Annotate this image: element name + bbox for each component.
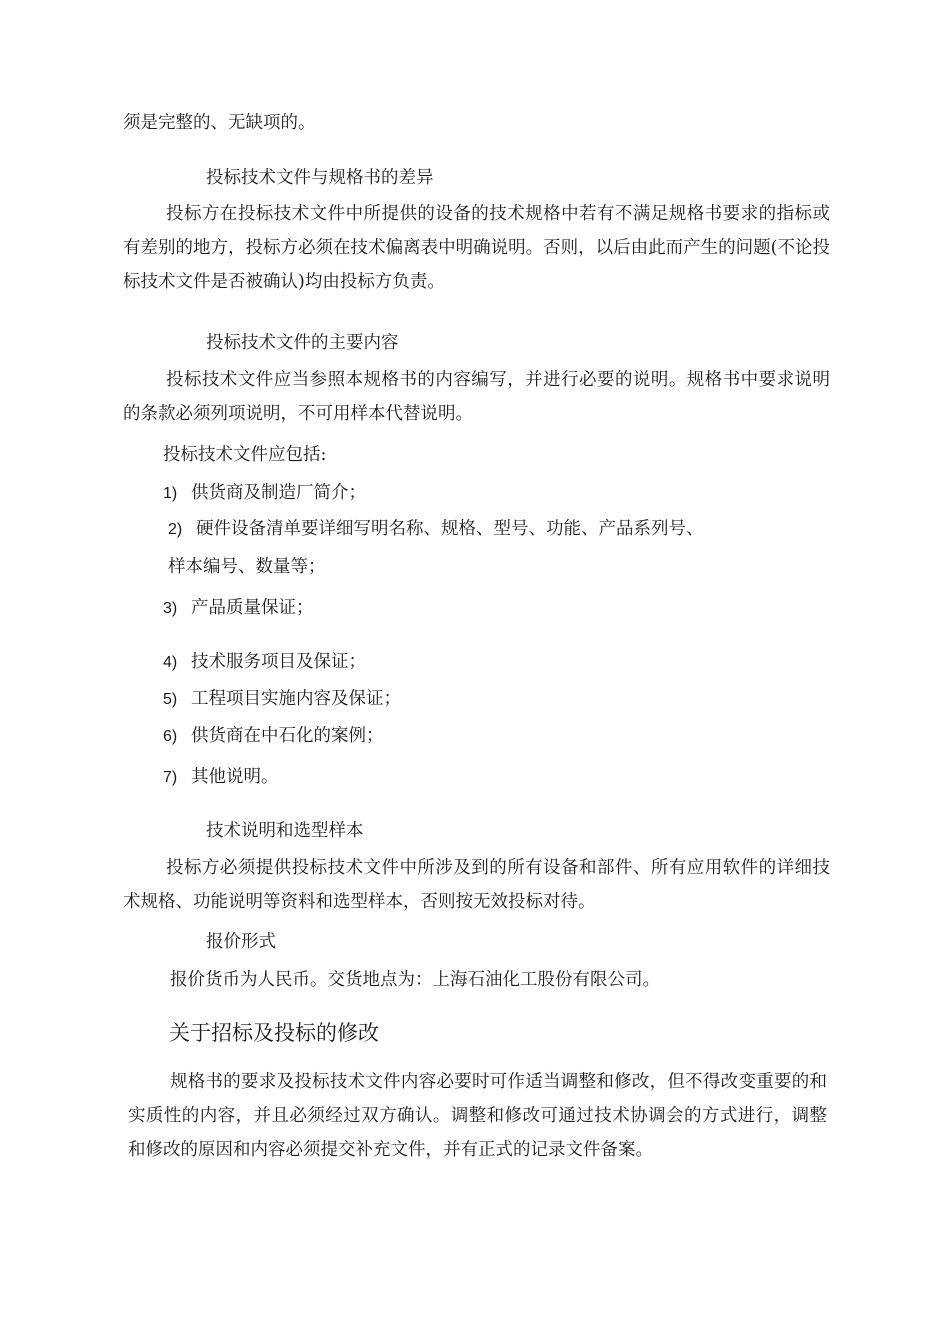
- heading-content: 投标技术文件的主要内容: [206, 333, 399, 353]
- list-item-text: 工程项目实施内容及保证；: [191, 689, 401, 709]
- list-item-text: 其他说明。: [191, 767, 279, 787]
- list-intro: 投标技术文件应包括:: [163, 445, 327, 465]
- list-item-number: 2): [168, 521, 183, 538]
- heading-modify: 关于招标及投标的修改: [169, 1021, 379, 1045]
- list-item: [163, 687, 401, 712]
- list-item-text: 产品质量保证；: [191, 598, 314, 618]
- list-item: [163, 765, 279, 790]
- heading-difference: 投标技术文件与规格书的差异: [206, 168, 434, 188]
- list-item-number: 5): [163, 691, 178, 708]
- list-item-text: 技术服务项目及保证；: [191, 652, 366, 672]
- list-item-text: 供货商及制造厂简介；: [191, 483, 366, 503]
- list-item: [163, 650, 366, 675]
- list-item: [163, 724, 384, 749]
- list-item-text: 硬件设备清单要详细写明名称、规格、型号、功能、产品系列号、: [196, 519, 704, 539]
- list-item: [163, 481, 366, 506]
- intro-tail-text: 须是完整的、无缺项的。: [123, 113, 316, 133]
- paragraph-samples: 投标方必须提供投标技术文件中所涉及到的所有设备和部件、所有应用软件的详细技术规格、功能说明等资料和选型样本，否则按无效投标对待。: [123, 858, 830, 912]
- paragraph-difference: 投标方在投标技术文件中所提供的设备的技术规格中若有不满足规格书要求的指标或有差别的地方，投标方必须在技术偏离表中明确说明。否则，以后由此而产生的问题(不论投标技术文件是否被确认)均由投标方负责。: [123, 204, 830, 292]
- list-item-number: 6): [163, 728, 178, 745]
- list-item-text: 供货商在中石化的案例；: [191, 726, 384, 746]
- list-item: [163, 596, 314, 621]
- list-item-number: 4): [163, 654, 178, 671]
- heading-quote: 报价形式: [206, 932, 276, 952]
- paragraph-content: 投标技术文件应当参照本规格书的内容编写，并进行必要的说明。规格书中要求说明的条款必须列项说明，不可用样本代替说明。: [123, 370, 830, 424]
- list-item-number: 7): [163, 769, 178, 786]
- heading-samples: 技术说明和选型样本: [206, 821, 364, 841]
- list-item-number: 3): [163, 600, 178, 617]
- paragraph-quote: 报价货币为人民币。交货地点为：上海石油化工股份有限公司。: [170, 970, 660, 990]
- list-item: [168, 517, 704, 542]
- paragraph-modify: 规格书的要求及投标技术文件内容必要时可作适当调整和修改，但不得改变重要的和实质性的内容，并且必须经过双方确认。调整和修改可通过技术协调会的方式进行，调整和修改的原因和内容必须提交补充文件，并有正式的记录文件备案。: [128, 1072, 827, 1160]
- list-item-number: 1): [163, 485, 178, 502]
- list-item-continuation: 样本编号、数量等；: [168, 557, 326, 577]
